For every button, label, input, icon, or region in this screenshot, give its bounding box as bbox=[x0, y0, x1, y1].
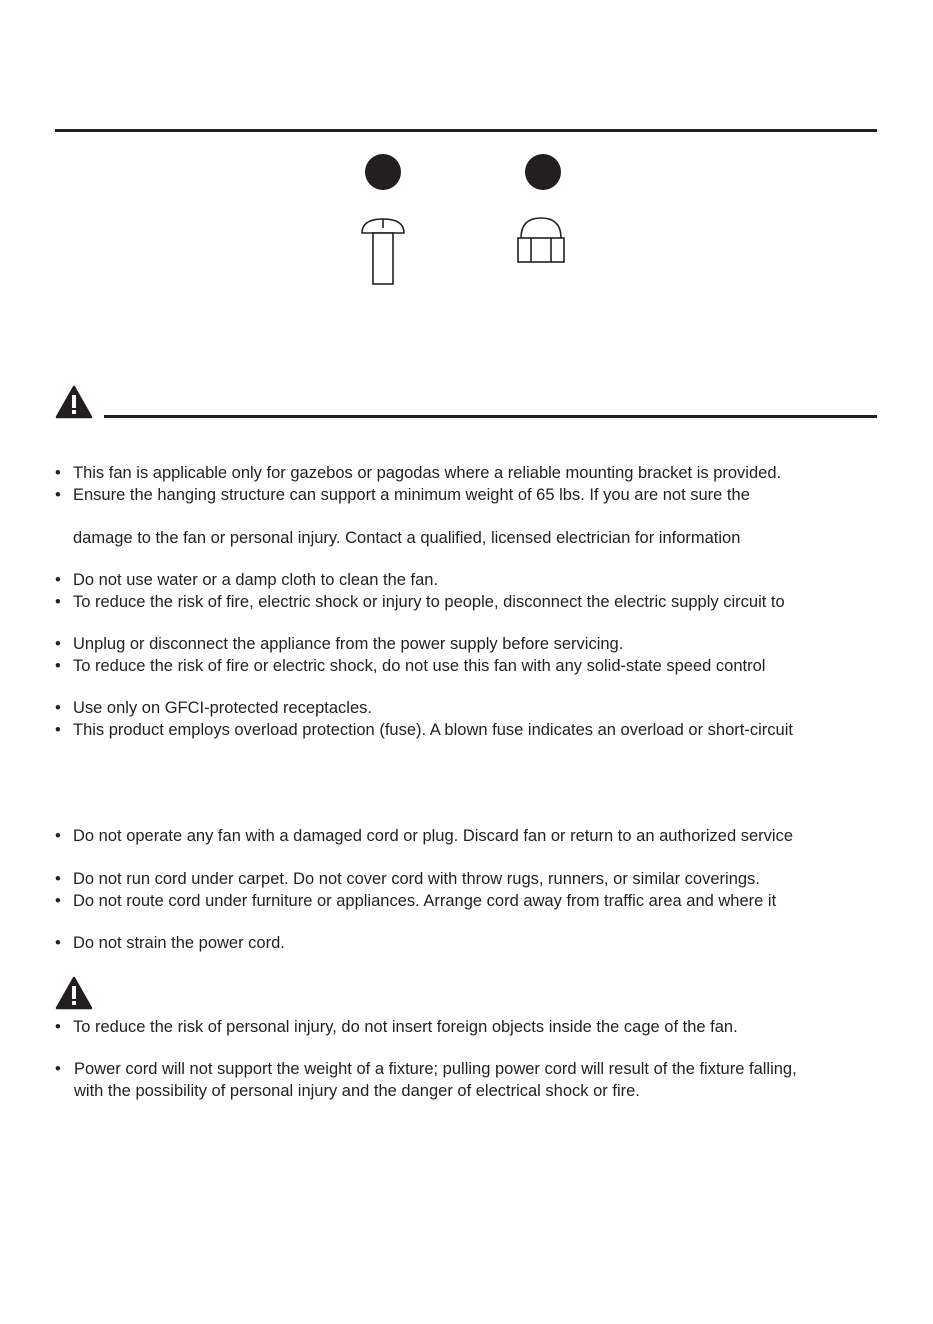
list-item: Power cord will not support the weight of a fixture; pulling power cord will result of the fixture falling, bbox=[74, 1060, 797, 1078]
list-item: Use only on GFCI-protected receptacles. bbox=[73, 699, 372, 717]
hardware-label-circle-1 bbox=[365, 154, 401, 190]
bullet-marker: • bbox=[55, 1018, 61, 1036]
bullet-marker: • bbox=[55, 464, 61, 482]
list-item: Unplug or disconnect the appliance from the power supply before servicing. bbox=[73, 635, 624, 653]
list-item: Ensure the hanging structure can support a minimum weight of 65 lbs. If you are not sure the bbox=[73, 486, 750, 504]
list-item: Do not route cord under furniture or appliances. Arrange cord away from traffic area and where it bbox=[73, 892, 777, 910]
hardware-label-circle-2 bbox=[525, 154, 561, 190]
bullet-marker: • bbox=[55, 892, 61, 910]
list-item: Do not use water or a damp cloth to clean the fan. bbox=[73, 571, 439, 589]
list-item: This product employs overload protection (fuse). A blown fuse indicates an overload or short-circuit bbox=[73, 721, 793, 739]
bullet-marker: • bbox=[55, 486, 61, 504]
bullet-marker: • bbox=[55, 721, 61, 739]
bullet-marker: • bbox=[55, 870, 61, 888]
list-item: Do not run cord under carpet. Do not cover cord with throw rugs, runners, or similar coverings. bbox=[73, 870, 760, 888]
list-item: To reduce the risk of fire or electric shock, do not use this fan with any solid-state speed control bbox=[73, 657, 766, 675]
top-divider bbox=[55, 129, 877, 132]
list-item-continuation: damage to the fan or personal injury. Contact a qualified, licensed electrician for information bbox=[73, 529, 741, 547]
warning-divider bbox=[104, 415, 877, 418]
list-item-continuation: with the possibility of personal injury and the danger of electrical shock or fire. bbox=[74, 1082, 640, 1100]
list-item: This fan is applicable only for gazebos or pagodas where a reliable mounting bracket is provided. bbox=[73, 464, 782, 482]
bullet-marker: • bbox=[55, 934, 61, 952]
bullet-marker: • bbox=[55, 1060, 61, 1078]
caution-triangle-icon bbox=[55, 976, 93, 1010]
list-item: To reduce the risk of personal injury, do not insert foreign objects inside the cage of the fan. bbox=[73, 1018, 738, 1036]
list-item: Do not operate any fan with a damaged cord or plug. Discard fan or return to an authorized service bbox=[73, 827, 793, 845]
bullet-marker: • bbox=[55, 593, 61, 611]
bullet-marker: • bbox=[55, 635, 61, 653]
list-item: To reduce the risk of fire, electric shock or injury to people, disconnect the electric supply circuit to bbox=[73, 593, 785, 611]
bullet-marker: • bbox=[55, 699, 61, 717]
screw-icon bbox=[360, 216, 406, 288]
bullet-marker: • bbox=[55, 657, 61, 675]
list-item: Do not strain the power cord. bbox=[73, 934, 285, 952]
warning-triangle-icon bbox=[55, 385, 93, 419]
bullet-marker: • bbox=[55, 571, 61, 589]
bullet-marker: • bbox=[55, 827, 61, 845]
nut-icon bbox=[516, 216, 566, 266]
